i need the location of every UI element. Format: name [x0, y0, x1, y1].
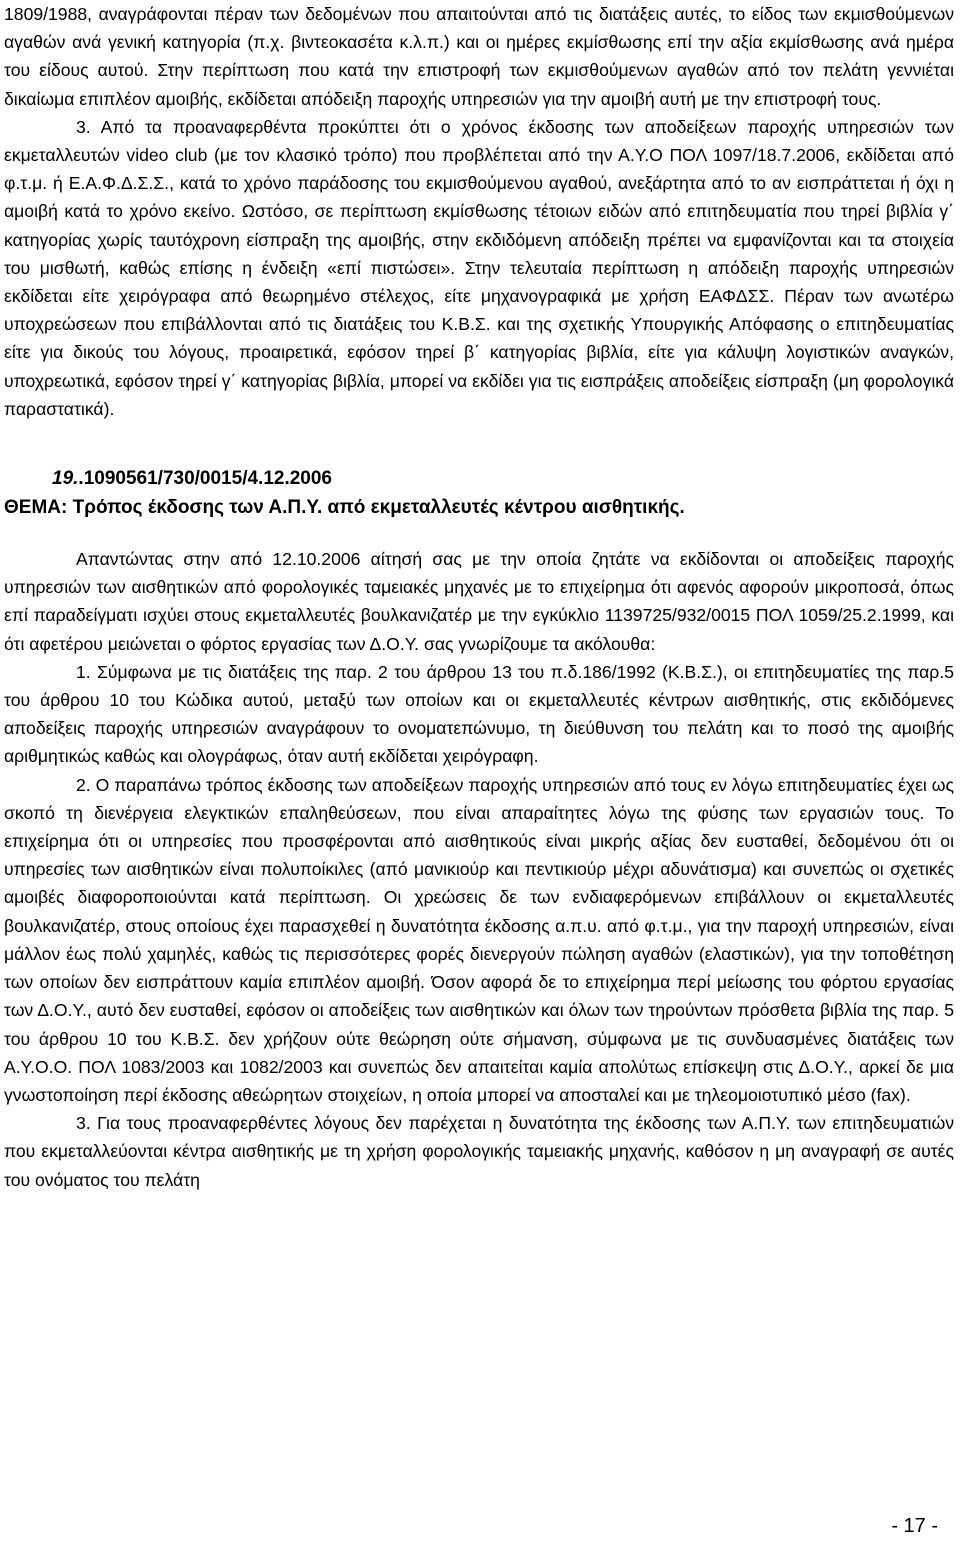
- page-number: - 17 -: [891, 1515, 938, 1537]
- reference-number: 19.: [52, 468, 79, 490]
- body-paragraph: 1809/1988, αναγράφονται πέραν των δεδομένων που απαιτούνται από τις διατάξεις αυτές, το είδος των εκμισθούμενων αγαθών ανά γενική κατηγορία (π.χ. βιντεοκασέτα κ.λ.π.) και οι ημέρες εκμίσθωσης επί την αξία εκμίσθωσης ανά ημέρα του είδους αυτού. Στην περίπτωση που κατά την επιστροφή των εκμισθούμενων αγαθών από τον πελάτη γεννιέται δικαίωμα επιπλέον αμοιβής, εκδίδεται απόδειξη παροχής υπηρεσιών για την αμοιβή αυτή με την επιστροφή τους.: [4, 4, 954, 109]
- reference-code: .1090561/730/0015/4.12.2006: [78, 468, 332, 490]
- document-page: [4, 0, 954, 1194]
- decision-reference: [52, 465, 954, 493]
- subject-heading: ΘΕΜΑ: Τρόπος έκδοσης των Α.Π.Υ. από εκμεταλλευτές κέντρου αισθητικής.: [4, 497, 685, 519]
- numbered-item: 3. Για τους προαναφερθέντες λόγους δεν παρέχεται η δυνατότητα της έκδοσης των Α.Π.Υ. των επιτηδευματιών που εκμεταλλεύονται κέντρα αισθητικής με τη χρήση φορολογικής ταμειακής μηχανής, καθόσον η μη αναγραφή σε αυτές του ονόματος του πελάτη: [4, 1113, 954, 1190]
- numbered-item: 1. Σύμφωνα με τις διατάξεις της παρ. 2 του άρθρου 13 του π.δ.186/1992 (Κ.Β.Σ.), οι επιτηδευματίες της παρ.5 του άρθρου 10 του Κώδικα αυτού, μεταξύ των οποίων και οι εκμεταλλευτές κέντρων αισθητικής, στις εκδιδόμενες αποδείξεις παροχής υπηρεσιών αναγράφουν το ονοματεπώνυμο, τη διεύθυνση του πελάτη και το ποσό της αμοιβής αριθμητικώς καθώς και ολογράφως, όταν αυτή εκδίδεται χειρόγραφη.: [4, 661, 954, 767]
- intro-paragraph: Απαντώντας στην από 12.10.2006 αίτησή σας με την οποία ζητάτε να εκδίδονται οι αποδείξεις παροχής υπηρεσιών των αισθητικών από φορολογικές ταμειακές μηχανές με το επιχείρημα ότι αφενός αφορούν μικροποσά, όπως επί παραδείγματι ισχύει στους εκμεταλλευτές βουλκανιζατέρ με την εγκύκλιο 1139725/932/0015 ΠΟΛ 1059/25.2.1999, και ότι αφετέρου μειώνεται ο φόρτος εργασίας των Δ.Ο.Υ. σας γνωρίζουμε τα ακόλουθα:: [4, 549, 954, 654]
- body-paragraph: 3. Από τα προαναφερθέντα προκύπτει ότι ο χρόνος έκδοσης των αποδείξεων παροχής υπηρεσιών των εκμεταλλευτών video club (με τον κλασικό τρόπο) που προβλέπεται από την Α.Υ.Ο ΠΟΛ 1097/18.7.2006, εκδίδεται από φ.τ.μ. ή Ε.Α.Φ.Δ.Σ.Σ., κατά το χρόνο παράδοσης του εκμισθούμενου αγαθού, ανεξάρτητα από το αν εισπράττεται ή όχι η αμοιβή κατά το χρόνο εκείνο. Ωστόσο, σε περίπτωση εκμίσθωσης τέτοιων ειδών από επιτηδευματία που τηρεί βιβλία γ΄ κατηγορίας χωρίς ταυτόχρονη είσπραξη της αμοιβής, στην εκδιδόμενη απόδειξη πρέπει να εμφανίζονται και τα στοιχεία του μισθωτή, καθώς επίσης η ένδειξη «επί πιστώσει». Στην τελευταία περίπτωση η απόδειξη παροχής υπηρεσιών εκδίδεται είτε χειρόγραφα από θεωρημένο στέλεχος, είτε μηχανογραφικά με χρήση ΕΑΦΔΣΣ. Πέραν των ανωτέρω υποχρεώσεων που επιβάλλονται από τις διατάξεις του Κ.Β.Σ. και της σχετικής Υπουργικής Απόφασης ο επιτηδευματίας είτε για δικούς του λόγους, προαιρετικά, εφόσον τηρεί β΄ κατηγορίας βιβλία, είτε για κάλυψη λογιστικών αναγκών, υποχρεωτικά, εφόσον τηρεί γ΄ κατηγορίας βιβλία, μπορεί να εκδίδει για τις εισπράξεις αποδείξεις είσπραξη (μη φορολογικά παραστατικά).: [4, 116, 954, 419]
- numbered-item: 2. Ο παραπάνω τρόπος έκδοσης των αποδείξεων παροχής υπηρεσιών από τους εν λόγω επιτηδευματίες έχει ως σκοπό τη διενέργεια ελεγκτικών επαληθεύσεων, που είναι απαραίτητες λόγω της φύσης των εργασιών τους. Το επιχείρημα ότι οι υπηρεσίες που προσφέρονται από αισθητικούς είναι μικρής αξίας δεν ευσταθεί, δεδομένου ότι οι υπηρεσίες των αισθητικών είναι πολυποίκιλες (από μανικιούρ και πεντικιούρ μέχρι αδυνάτισμα) και συνεπώς οι σχετικές αμοιβές διαφοροποιούνται κατά περίπτωση. Οι χρεώσεις δε των ενδιαφερόμενων επιβάλλουν οι εκμεταλλευτές βουλκανιζατέρ, στους οποίους έχει παρασχεθεί η δυνατότητα έκδοσης α.π.υ. από φ.τ.μ., για την παροχή υπηρεσιών, είναι μάλλον έως πολύ χαμηλές, καθώς τις περισσότερες φορές διενεργούν πώληση αγαθών (ελαστικών), για την τοποθέτηση των οποίων δεν εισπράττουν καμία επιπλέον αμοιβή. Όσον αφορά δε το επιχείρημα περί μείωσης του φόρτου εργασίας των Δ.Ο.Υ., αυτό δεν ευσταθεί, εφόσον οι αποδείξεις των αισθητικών και όλων των τηρούντων πρόσθετα βιβλία της παρ. 5 του άρθρου 10 του Κ.Β.Σ. δεν χρήζουν ούτε θεώρηση ούτε σήμανση, σύμφωνα με τις συνδυασμένες διατάξεις των Α.Υ.Ο.Ο. ΠΟΛ 1083/2003 και 1082/2003 και συνεπώς δεν απαιτείται καμία απολύτως επίσκεψη στις Δ.Ο.Υ., αρκεί δε μια γνωστοποίηση περί έκδοσης αθεώρητων στοιχείων, η οποία μπορεί να αποσταλεί και με τηλεομοιοτυπικό μέσο (fax).: [4, 774, 954, 1105]
